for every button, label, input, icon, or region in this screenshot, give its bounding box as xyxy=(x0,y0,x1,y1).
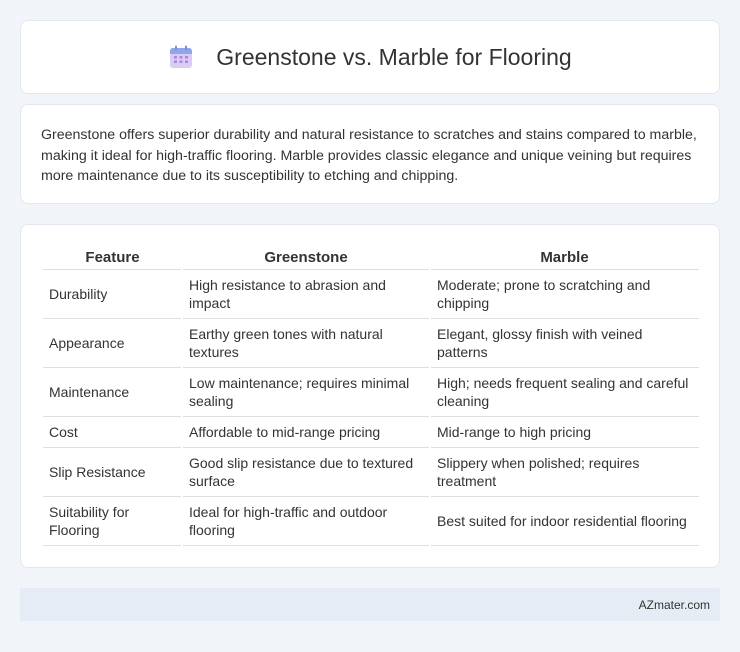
header-marble: Marble xyxy=(430,245,699,269)
cell-marble: Mid-range to high pricing xyxy=(430,416,699,447)
cell-feature: Cost xyxy=(43,416,182,447)
comparison-table xyxy=(43,245,699,546)
header-card xyxy=(20,20,720,94)
cell-greenstone: Ideal for high-traffic and outdoor flooring xyxy=(182,496,430,545)
summary-card xyxy=(20,104,720,204)
cell-marble: Moderate; prone to scratching and chipping xyxy=(430,269,699,318)
table-header-row xyxy=(43,245,699,269)
table-row xyxy=(43,496,699,545)
cell-greenstone: High resistance to abrasion and impact xyxy=(182,269,430,318)
page-title: Greenstone vs. Marble for Flooring xyxy=(216,43,572,70)
cell-marble: Best suited for indoor residential flooring xyxy=(430,496,699,545)
cell-feature: Suitability for Flooring xyxy=(43,496,182,545)
table-row xyxy=(43,318,699,367)
footer-site-link[interactable]: AZmater.com xyxy=(638,597,710,612)
summary-text: Greenstone offers superior durability and natural resistance to scratches and stains compared to marble, making it ideal for high-traffic flooring. Marble provides classic elegance and unique veining but requires more maintenance due to its susceptibility to etching and chipping. xyxy=(41,127,697,184)
cell-feature: Durability xyxy=(43,269,182,318)
cell-marble: High; needs frequent sealing and careful cleaning xyxy=(430,367,699,416)
calendar-icon xyxy=(168,44,194,70)
cell-greenstone: Earthy green tones with natural textures xyxy=(182,318,430,367)
cell-greenstone: Low maintenance; requires minimal sealing xyxy=(182,367,430,416)
cell-feature: Appearance xyxy=(43,318,182,367)
comparison-table-card xyxy=(20,224,720,568)
table-row xyxy=(43,367,699,416)
table-row xyxy=(43,269,699,318)
footer xyxy=(20,588,720,621)
cell-marble: Slippery when polished; requires treatment xyxy=(430,447,699,496)
table-row xyxy=(43,447,699,496)
header-feature: Feature xyxy=(43,245,182,269)
cell-feature: Slip Resistance xyxy=(43,447,182,496)
title-wrap xyxy=(168,44,571,71)
table-row xyxy=(43,416,699,447)
header-greenstone: Greenstone xyxy=(182,245,430,269)
cell-greenstone: Affordable to mid-range pricing xyxy=(182,416,430,447)
cell-marble: Elegant, glossy finish with veined patterns xyxy=(430,318,699,367)
cell-feature: Maintenance xyxy=(43,367,182,416)
cell-greenstone: Good slip resistance due to textured surface xyxy=(182,447,430,496)
